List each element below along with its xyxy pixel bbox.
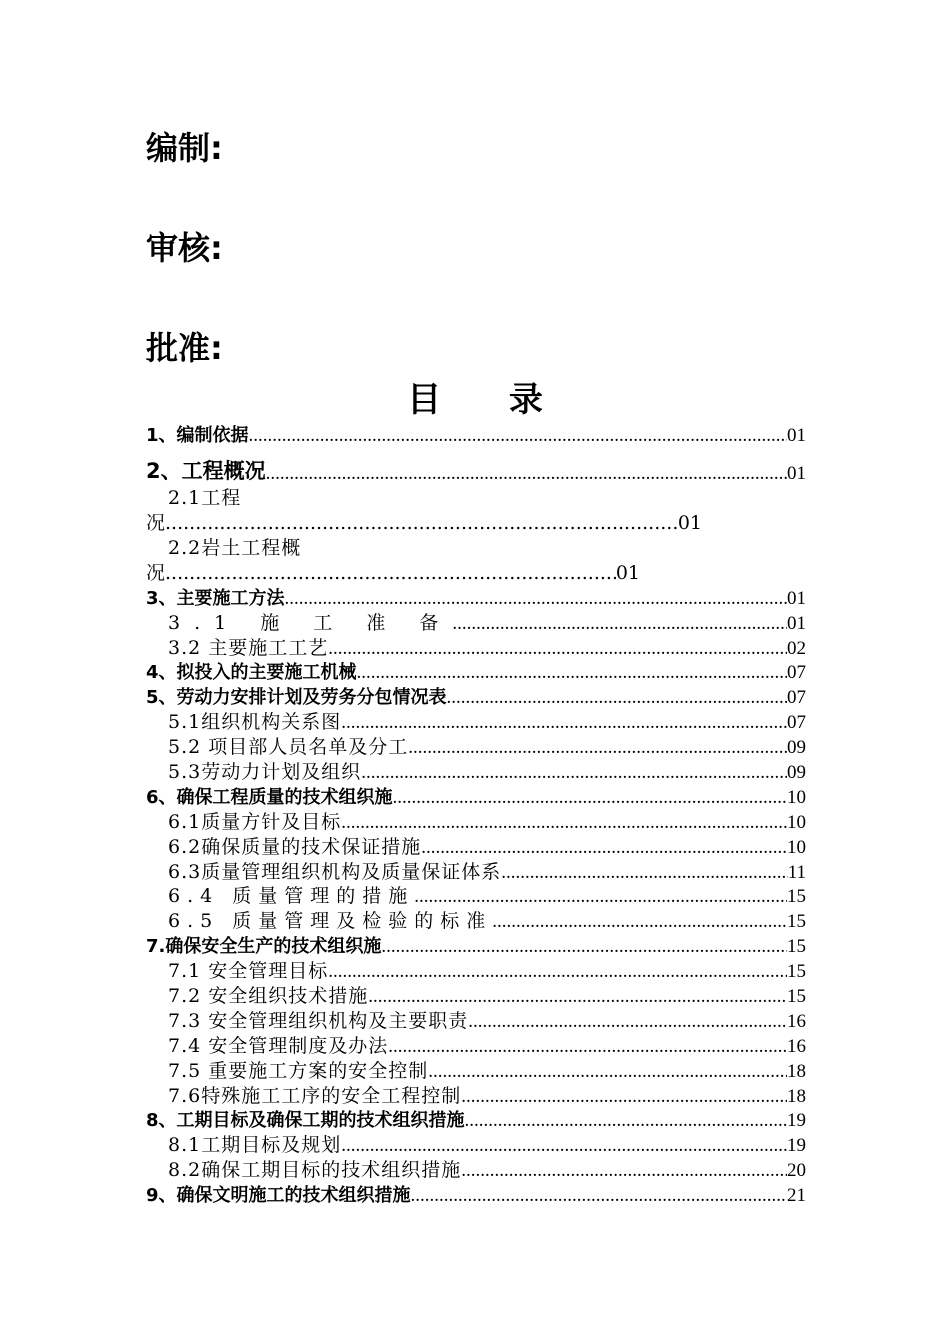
- dot-leader: [381, 936, 787, 958]
- dot-leader: [341, 712, 787, 734]
- dot-leader: [461, 1086, 787, 1108]
- toc-entry[interactable]: [146, 660, 806, 685]
- toc-page-number: 11: [787, 861, 806, 883]
- toc-page-number: 01: [677, 511, 702, 534]
- toc-entry[interactable]: [146, 535, 806, 585]
- toc-entry-label: 3.2 主要施工工艺: [168, 636, 329, 659]
- toc-page-number: 20: [787, 1160, 806, 1182]
- dot-leader: [285, 588, 787, 610]
- toc-entry[interactable]: [146, 709, 806, 734]
- dot-leader: [388, 1036, 787, 1058]
- toc-page-number: 15: [787, 961, 806, 983]
- toc-entry[interactable]: [146, 1033, 806, 1058]
- toc-page-number: 19: [787, 1110, 806, 1132]
- toc-entry[interactable]: [146, 1108, 806, 1133]
- toc-entry-label: 6.3质量管理组织机构及质量保证体系: [168, 860, 502, 883]
- toc-page-number: 21: [787, 1185, 806, 1207]
- toc-page-number: 01: [787, 462, 806, 484]
- toc-title: 目 录: [407, 380, 571, 420]
- toc-entry-label: 3、主要施工方法: [146, 587, 285, 609]
- dot-leader: [421, 837, 787, 859]
- toc-entry[interactable]: [146, 908, 806, 933]
- dot-leader: [328, 638, 787, 660]
- dot-leader: [492, 911, 787, 933]
- toc-entry-label: 6、确保工程质量的技术组织施: [146, 786, 393, 808]
- toc-entry[interactable]: [146, 610, 806, 635]
- toc-entry-label: 7.3 安全管理组织机构及主要职责: [168, 1009, 469, 1032]
- toc-page-number: 01: [787, 587, 806, 609]
- toc-entry[interactable]: [146, 1008, 806, 1033]
- dot-leader: [452, 613, 787, 635]
- toc-entry-label: 6.1质量方针及目标: [168, 810, 342, 833]
- dot-leader: [465, 1110, 787, 1132]
- toc-page-number: 19: [787, 1135, 806, 1157]
- toc-entry[interactable]: [146, 983, 806, 1008]
- toc-entry[interactable]: [146, 809, 806, 834]
- toc-entry-label: 2.1工程: [168, 486, 242, 509]
- toc-page-number: 10: [787, 786, 806, 808]
- toc-page-number: 15: [787, 986, 806, 1008]
- toc-entry[interactable]: [146, 447, 806, 485]
- toc-entry[interactable]: [146, 485, 806, 535]
- dot-leader: [447, 687, 787, 709]
- toc-entry-label: 6.5 质量管理及检验的标准: [168, 910, 493, 933]
- toc-entry[interactable]: [146, 884, 806, 909]
- toc-entry-label-continued: 况: [146, 561, 166, 584]
- toc-page-number: 07: [787, 712, 806, 734]
- toc-entry-label: 7.2 安全组织技术措施: [168, 985, 369, 1008]
- toc-page-number: 02: [787, 637, 806, 659]
- dot-leader: [341, 812, 787, 834]
- dot-leader: [393, 787, 787, 809]
- toc-entry[interactable]: [146, 1157, 806, 1182]
- toc-entry-label: 7.5 重要施工方案的安全控制: [168, 1059, 429, 1082]
- toc-entry[interactable]: [146, 1132, 806, 1157]
- toc-entry[interactable]: [146, 859, 806, 884]
- toc-entry-label: 5.1组织机构关系图: [168, 711, 342, 734]
- toc-entry[interactable]: [146, 585, 806, 610]
- dot-leader: [408, 737, 787, 759]
- toc-entry[interactable]: [146, 958, 806, 983]
- toc-entry-label: 5.3劳动力计划及组织: [168, 761, 362, 784]
- toc-entry-label: 2.2岩土工程概: [168, 536, 302, 559]
- toc-entry[interactable]: [146, 635, 806, 660]
- toc-page-number: 07: [787, 687, 806, 709]
- toc-page-number: 15: [787, 911, 806, 933]
- toc-entry-label: 6.2确保质量的技术保证措施: [168, 835, 422, 858]
- toc-page-number: 16: [787, 1035, 806, 1057]
- dot-leader: [361, 762, 787, 784]
- toc-entry[interactable]: [146, 759, 806, 784]
- signature-label-approved: 批准:: [146, 329, 223, 367]
- dot-leader: [501, 862, 787, 884]
- toc-entry-label: 8.2确保工期目标的技术组织措施: [168, 1159, 462, 1182]
- toc-entry[interactable]: [146, 1182, 806, 1207]
- toc-entry-label: 8、工期目标及确保工期的技术组织措施: [146, 1110, 465, 1132]
- toc-entry-label: 7.4 安全管理制度及办法: [168, 1034, 389, 1057]
- dot-leader: [341, 1135, 787, 1157]
- dot-leader: [461, 1160, 787, 1182]
- toc-entry-label: 5.2 项目部人员名单及分工: [168, 736, 409, 759]
- toc-entry-label: 5、劳动力安排计划及劳务分包情况表: [146, 687, 447, 709]
- toc-entry[interactable]: [146, 1058, 806, 1083]
- toc-entry-label: 9、确保文明施工的技术组织措施: [146, 1185, 411, 1207]
- toc-entry[interactable]: [146, 784, 806, 809]
- dot-leader: [411, 1185, 787, 1207]
- toc-entry[interactable]: [146, 422, 806, 447]
- dot-leader: [249, 425, 787, 447]
- toc-entry[interactable]: [146, 834, 806, 859]
- toc-entry-label: 7.6特殊施工工序的安全工程控制: [168, 1084, 462, 1107]
- signature-label-reviewed: 审核:: [146, 229, 223, 267]
- dot-leader: [266, 463, 787, 485]
- toc-page-number: 01: [787, 612, 806, 634]
- toc-page-number: 01: [615, 561, 640, 584]
- dot-leader: [357, 662, 787, 684]
- toc-page-number: 15: [787, 936, 806, 958]
- toc-entry-label: 7.1 安全管理目标: [168, 960, 329, 983]
- toc-entry[interactable]: [146, 1083, 806, 1108]
- toc-page-number: 15: [787, 886, 806, 908]
- dot-leader: [428, 1061, 787, 1083]
- dot-leader: [414, 886, 787, 908]
- dot-leader: [368, 986, 787, 1008]
- toc-entry-label: 4、拟投入的主要施工机械: [146, 662, 357, 684]
- toc-entry[interactable]: [146, 933, 806, 958]
- toc-entry-label: 1、编制依据: [146, 424, 249, 446]
- toc-page-number: 18: [787, 1060, 806, 1082]
- toc-entry-label: 2、工程概况: [146, 458, 266, 483]
- toc-page-number: 10: [787, 836, 806, 858]
- table-of-contents: [146, 422, 806, 1207]
- toc-page-number: 10: [787, 811, 806, 833]
- toc-entry-label-continued: 况: [146, 511, 166, 534]
- signature-label-prepared: 编制:: [146, 129, 223, 167]
- dot-leader: [328, 961, 787, 983]
- dot-leader: [165, 511, 678, 535]
- toc-entry-label: 3.1 施 工 准 备: [168, 611, 453, 634]
- dot-leader: [165, 561, 616, 585]
- toc-page-number: 16: [787, 1010, 806, 1032]
- toc-page-number: 18: [787, 1085, 806, 1107]
- toc-entry[interactable]: [146, 684, 806, 709]
- toc-entry-label: 8.1工期目标及规划: [168, 1134, 342, 1157]
- toc-page-number: 07: [787, 662, 806, 684]
- toc-page-number: 09: [787, 762, 806, 784]
- toc-entry[interactable]: [146, 734, 806, 759]
- dot-leader: [468, 1011, 787, 1033]
- toc-page-number: 01: [787, 424, 806, 446]
- toc-page-number: 09: [787, 737, 806, 759]
- toc-entry-label: 6.4 质量管理的措施: [168, 885, 415, 908]
- toc-entry-label: 7.确保安全生产的技术组织施: [146, 936, 382, 958]
